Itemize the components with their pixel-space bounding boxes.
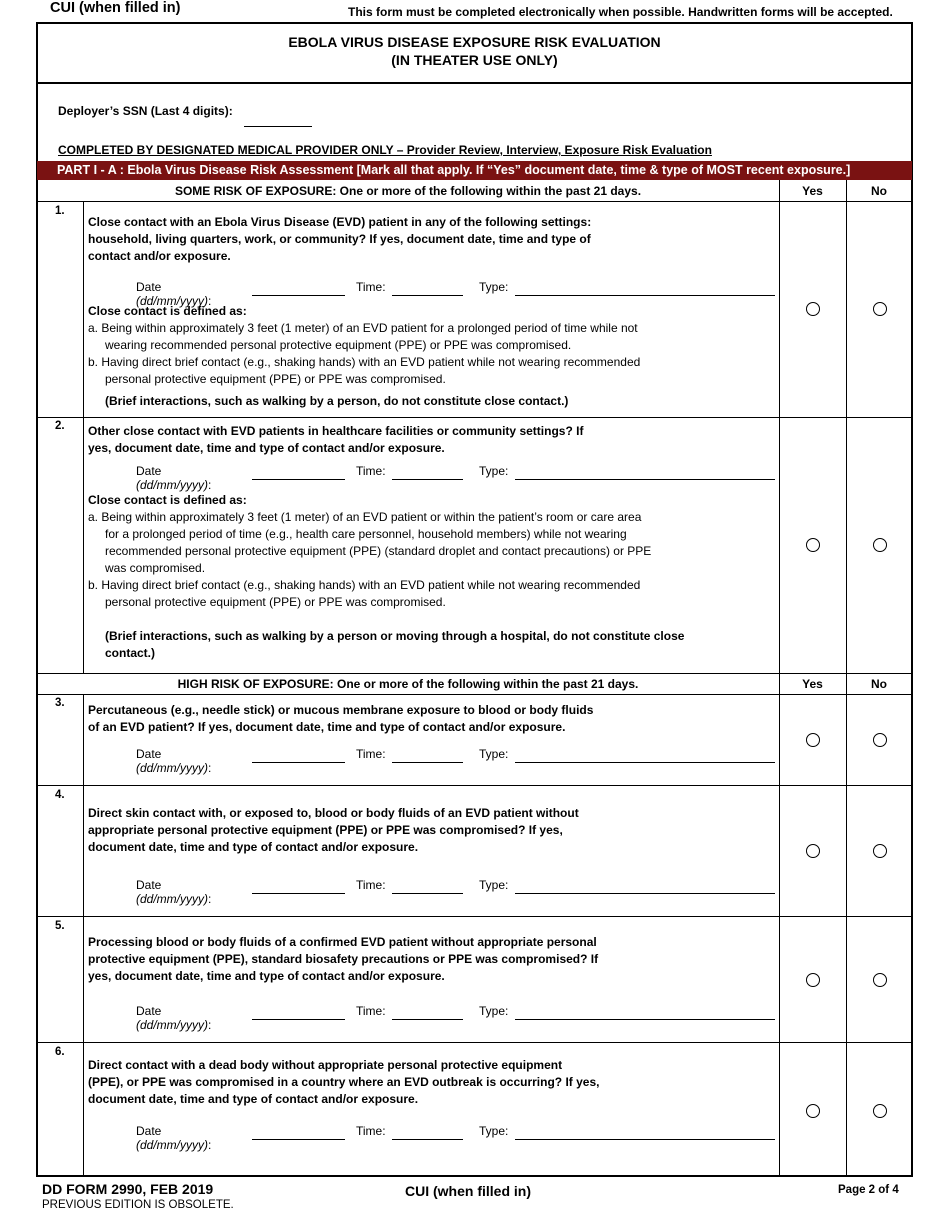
question-4-text bbox=[88, 805, 648, 856]
question-1-no-radio[interactable] bbox=[873, 302, 887, 316]
time-input[interactable] bbox=[392, 1139, 463, 1140]
type-input[interactable] bbox=[515, 1019, 775, 1020]
definition-line: was compromised. bbox=[105, 561, 206, 575]
date-input[interactable] bbox=[252, 479, 345, 480]
definition-line: b. Having direct brief contact (e.g., shaking hands) with an EVD patient while not wearing recommended bbox=[88, 355, 641, 369]
type-label: Type: bbox=[479, 747, 509, 761]
question-1-definition bbox=[88, 303, 640, 388]
question-3-line: of an EVD patient? If yes, document date, time and type of contact and/or exposure. bbox=[88, 720, 566, 734]
question-3-number: 3. bbox=[55, 697, 65, 709]
note-line: (Brief interactions, such as walking by a person or moving through a hospital, do not constitute close bbox=[105, 629, 685, 643]
definition-title: Close contact is defined as: bbox=[88, 304, 247, 318]
type-label: Type: bbox=[479, 1004, 509, 1018]
question-6-text bbox=[88, 1057, 648, 1108]
question-2-line: yes, document date, time and type of contact and/or exposure. bbox=[88, 441, 445, 455]
type-label: Type: bbox=[479, 878, 509, 892]
row-divider bbox=[37, 916, 912, 917]
definition-title: Close contact is defined as: bbox=[88, 493, 247, 507]
part-1a-header: PART I - A : Ebola Virus Disease Risk Assessment [Mark all that apply. If “Yes” document date, time & type of MOST recent exposure.] bbox=[37, 161, 912, 180]
date-input[interactable] bbox=[252, 1139, 345, 1140]
definition-line: wearing recommended personal protective equipment (PPE) or PPE was compromised. bbox=[105, 338, 572, 352]
type-input[interactable] bbox=[515, 479, 775, 480]
question-2-line: Other close contact with EVD patients in healthcare facilities or community settings? If bbox=[88, 424, 584, 438]
question-6-yes-radio[interactable] bbox=[806, 1104, 820, 1118]
header-instruction-note: This form must be completed electronically when possible. Handwritten forms will be accepted. bbox=[348, 5, 893, 19]
row-divider bbox=[37, 1042, 912, 1043]
time-label: Time: bbox=[356, 464, 386, 478]
time-input[interactable] bbox=[392, 295, 463, 296]
definition-line: recommended personal protective equipment (PPE) (standard droplet and contact precautions) or PPE bbox=[105, 544, 652, 558]
date-input[interactable] bbox=[252, 762, 345, 763]
type-input[interactable] bbox=[515, 893, 775, 894]
footer-previous-edition: PREVIOUS EDITION IS OBSOLETE. bbox=[42, 1199, 234, 1211]
title-box bbox=[36, 22, 913, 84]
question-3-line: Percutaneous (e.g., needle stick) or mucous membrane exposure to blood or body fluids bbox=[88, 703, 594, 717]
date-label: Date (dd/mm/yyyy): bbox=[136, 1124, 212, 1152]
time-input[interactable] bbox=[392, 1019, 463, 1020]
yes-column-header: Yes bbox=[802, 677, 823, 691]
question-4-yes-radio[interactable] bbox=[806, 844, 820, 858]
row-divider bbox=[37, 785, 912, 786]
row-divider bbox=[37, 201, 912, 202]
date-input[interactable] bbox=[252, 893, 345, 894]
question-5-yes-radio[interactable] bbox=[806, 973, 820, 987]
row-divider bbox=[37, 694, 912, 695]
question-1-number: 1. bbox=[55, 205, 65, 217]
header-cui-label: CUI (when filled in) bbox=[50, 0, 181, 16]
time-label: Time: bbox=[356, 747, 386, 761]
question-4-line: appropriate personal protective equipment (PPE) or PPE was compromised? If yes, bbox=[88, 823, 563, 837]
question-4-line: document date, time and type of contact and/or exposure. bbox=[88, 840, 419, 854]
question-6-line: Direct contact with a dead body without appropriate personal protective equipment bbox=[88, 1058, 563, 1072]
completed-by-note: COMPLETED BY DESIGNATED MEDICAL PROVIDER ONLY – Provider Review, Interview, Exposure Risk Evaluation bbox=[58, 143, 712, 157]
time-input[interactable] bbox=[392, 762, 463, 763]
type-label: Type: bbox=[479, 280, 509, 294]
no-column-header: No bbox=[871, 184, 887, 198]
date-label: Date (dd/mm/yyyy): bbox=[136, 280, 212, 308]
type-input[interactable] bbox=[515, 762, 775, 763]
definition-line: a. Being within approximately 3 feet (1 meter) of an EVD patient for a prolonged period of time while not bbox=[88, 321, 638, 335]
question-2-note bbox=[105, 628, 684, 662]
question-6-number: 6. bbox=[55, 1046, 65, 1058]
question-5-line: protective equipment (PPE), standard biosafety precautions or PPE was compromised? If bbox=[88, 952, 599, 966]
time-label: Time: bbox=[356, 878, 386, 892]
question-1-line: contact and/or exposure. bbox=[88, 249, 231, 263]
type-input[interactable] bbox=[515, 295, 775, 296]
question-3-yes-radio[interactable] bbox=[806, 733, 820, 747]
question-6-line: document date, time and type of contact and/or exposure. bbox=[88, 1092, 419, 1106]
question-4-number: 4. bbox=[55, 789, 65, 801]
question-2-text bbox=[88, 423, 648, 457]
question-3-text bbox=[88, 702, 648, 736]
date-input[interactable] bbox=[252, 295, 345, 296]
question-2-yes-radio[interactable] bbox=[806, 538, 820, 552]
question-5-no-radio[interactable] bbox=[873, 973, 887, 987]
note-line: contact.) bbox=[105, 646, 156, 660]
row-divider bbox=[37, 673, 912, 674]
ssn-input[interactable] bbox=[244, 112, 312, 127]
time-label: Time: bbox=[356, 1004, 386, 1018]
some-risk-heading: SOME RISK OF EXPOSURE: One or more of the following within the past 21 days. bbox=[174, 184, 642, 198]
footer-cui-label: CUI (when filled in) bbox=[405, 1183, 531, 1199]
question-5-line: yes, document date, time and type of contact and/or exposure. bbox=[88, 969, 445, 983]
question-5-number: 5. bbox=[55, 920, 65, 932]
question-3-no-radio[interactable] bbox=[873, 733, 887, 747]
date-label: Date (dd/mm/yyyy): bbox=[136, 1004, 212, 1032]
time-label: Time: bbox=[356, 280, 386, 294]
row-divider bbox=[37, 417, 912, 418]
question-6-line: (PPE), or PPE was compromised in a country where an EVD outbreak is occurring? If yes, bbox=[88, 1075, 600, 1089]
definition-line: personal protective equipment (PPE) or PPE was compromised. bbox=[105, 372, 446, 386]
footer-page-number: Page 2 of 4 bbox=[838, 1184, 899, 1196]
date-label: Date (dd/mm/yyyy): bbox=[136, 464, 212, 492]
high-risk-heading: HIGH RISK OF EXPOSURE: One or more of the following within the past 21 days. bbox=[177, 677, 639, 691]
question-1-line: household, living quarters, work, or community? If yes, document date, time and type of bbox=[88, 232, 591, 246]
type-input[interactable] bbox=[515, 1139, 775, 1140]
date-label: Date (dd/mm/yyyy): bbox=[136, 747, 212, 775]
form-subtitle: (IN THEATER USE ONLY) bbox=[391, 52, 558, 68]
question-2-definition bbox=[88, 492, 651, 611]
question-6-no-radio[interactable] bbox=[873, 1104, 887, 1118]
time-input[interactable] bbox=[392, 479, 463, 480]
col-divider bbox=[83, 201, 84, 673]
question-5-text bbox=[88, 934, 648, 985]
definition-line: a. Being within approximately 3 feet (1 meter) of an EVD patient or within the patient’s room or care area bbox=[88, 510, 642, 524]
question-2-no-radio[interactable] bbox=[873, 538, 887, 552]
definition-line: b. Having direct brief contact (e.g., shaking hands) with an EVD patient while not wearing recommended bbox=[88, 578, 641, 592]
footer-form-id: DD FORM 2990, FEB 2019 bbox=[42, 1181, 214, 1197]
yes-column-header: Yes bbox=[802, 184, 823, 198]
time-input[interactable] bbox=[392, 893, 463, 894]
definition-line: for a prolonged period of time (e.g., health care personnel, household members) while not wearing bbox=[105, 527, 627, 541]
type-label: Type: bbox=[479, 464, 509, 478]
ssn-label: Deployer’s SSN (Last 4 digits): bbox=[58, 104, 233, 118]
question-1-note: (Brief interactions, such as walking by a person, do not constitute close contact.) bbox=[105, 394, 569, 408]
definition-line: personal protective equipment (PPE) or PPE was compromised. bbox=[105, 595, 446, 609]
col-divider bbox=[83, 694, 84, 1176]
question-4-line: Direct skin contact with, or exposed to, blood or body fluids of an EVD patient without bbox=[88, 806, 579, 820]
question-1-text bbox=[88, 214, 648, 265]
question-5-line: Processing blood or body fluids of a confirmed EVD patient without appropriate personal bbox=[88, 935, 597, 949]
question-2-number: 2. bbox=[55, 420, 65, 432]
question-1-yes-radio[interactable] bbox=[806, 302, 820, 316]
date-input[interactable] bbox=[252, 1019, 345, 1020]
no-column-header: No bbox=[871, 677, 887, 691]
time-label: Time: bbox=[356, 1124, 386, 1138]
question-4-no-radio[interactable] bbox=[873, 844, 887, 858]
type-label: Type: bbox=[479, 1124, 509, 1138]
form-title: EBOLA VIRUS DISEASE EXPOSURE RISK EVALUATION bbox=[288, 34, 661, 50]
question-1-line: Close contact with an Ebola Virus Disease (EVD) patient in any of the following settings: bbox=[88, 215, 592, 229]
date-label: Date (dd/mm/yyyy): bbox=[136, 878, 212, 906]
